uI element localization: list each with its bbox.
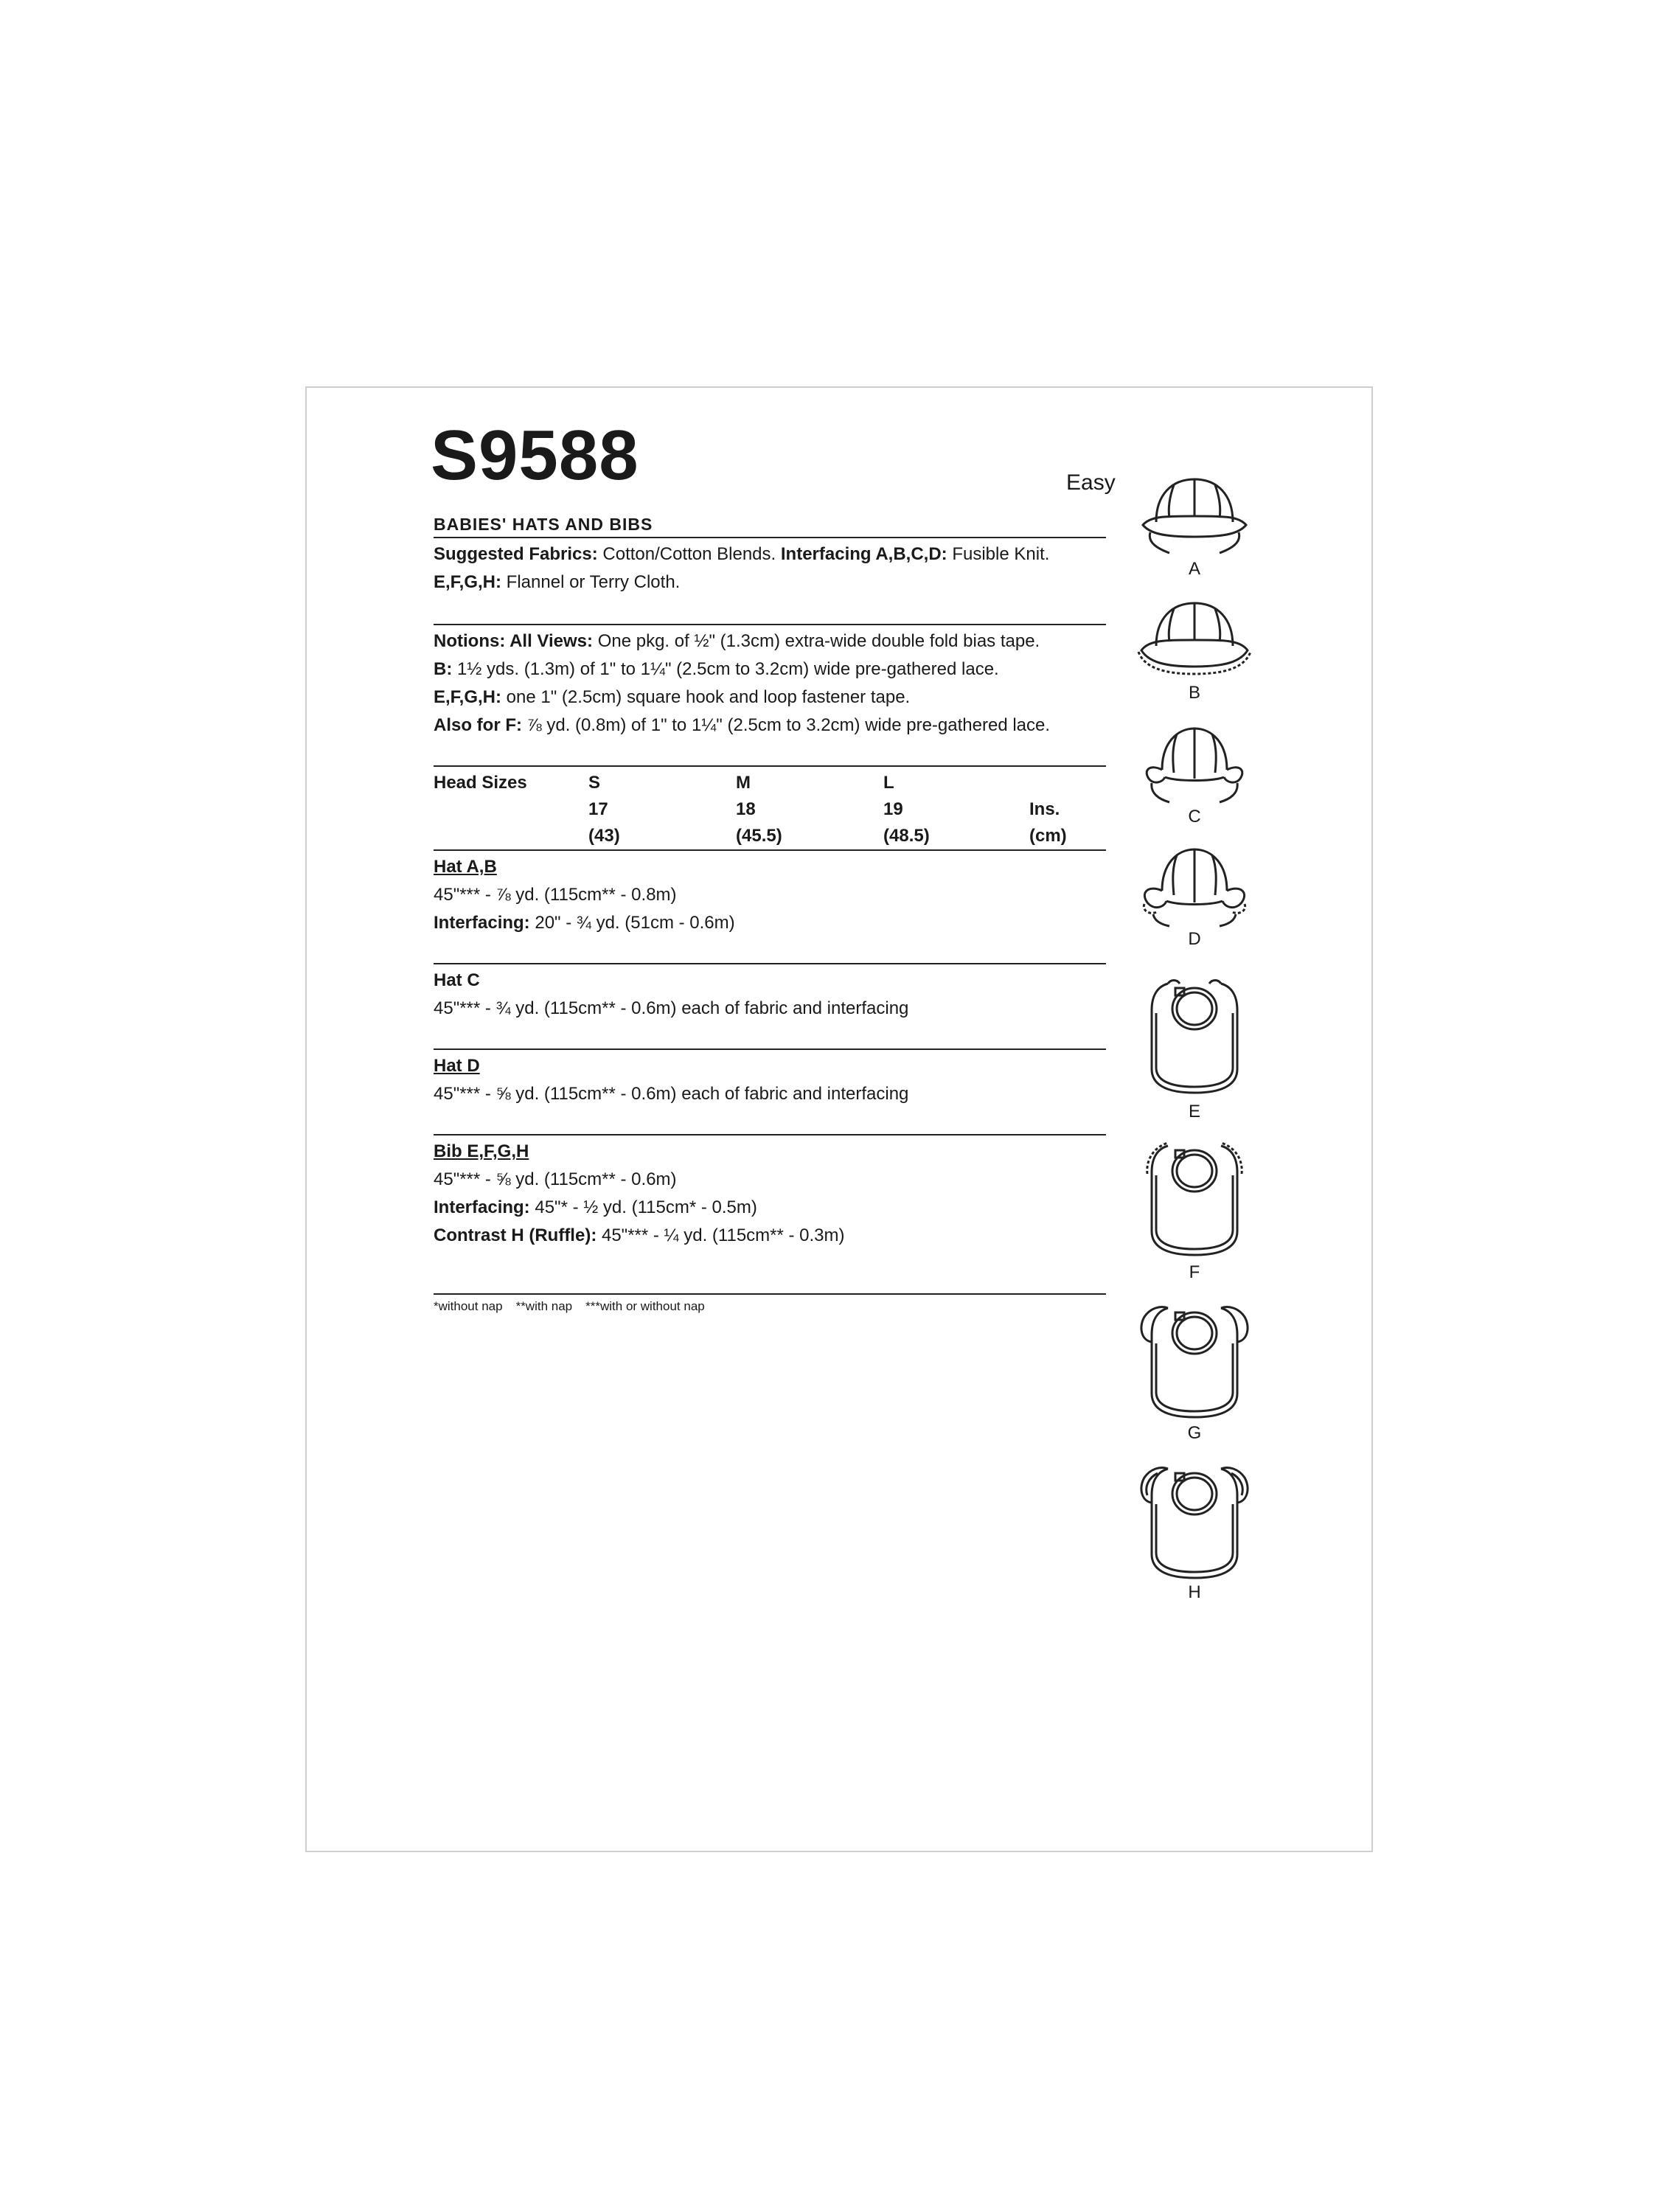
notions-line-3: E,F,G,H: one 1" (2.5cm) square hook and loop fastener tape. <box>434 687 911 707</box>
divider <box>434 1134 1106 1135</box>
size-cm: (43) <box>588 826 620 846</box>
size-inches: 18 <box>736 799 756 819</box>
head-sizes-header: Head Sizes <box>434 773 527 793</box>
size-inches: 17 <box>588 799 608 819</box>
units-inches: Ins. <box>1029 799 1060 819</box>
size-label: L <box>883 773 894 793</box>
pattern-number: S9588 <box>431 416 639 495</box>
view-d <box>1135 844 1253 932</box>
view-c <box>1135 721 1253 810</box>
divider <box>434 849 1106 851</box>
contrast-ruffle-bib-icon <box>1135 1458 1253 1584</box>
hat-d-heading: Hat D <box>434 1056 480 1076</box>
divider <box>434 1048 1106 1050</box>
size-cm: (45.5) <box>736 826 782 846</box>
ruffle-bib-icon <box>1135 1298 1253 1423</box>
view-label: B <box>1188 683 1200 703</box>
notions-line-4: Also for F: ⅞ yd. (0.8m) of 1" to 1¼" (2.5cm to 3.2cm) wide pre-gathered lace. <box>434 715 1051 735</box>
size-cm: (48.5) <box>883 826 930 846</box>
view-label: F <box>1189 1262 1200 1282</box>
view-label: G <box>1187 1423 1202 1443</box>
view-label: C <box>1188 807 1201 827</box>
fabrics-line-1: Suggested Fabrics: Cotton/Cotton Blends. Interfacing A,B,C,D: Fusible Knit. <box>434 544 1050 564</box>
view-label: D <box>1188 929 1201 949</box>
interfacing-label: Interfacing A,B,C,D: <box>780 544 947 564</box>
hat-c-heading: Hat C <box>434 970 480 990</box>
divider <box>434 537 1106 538</box>
divider <box>434 624 1106 625</box>
size-label: S <box>588 773 601 793</box>
fabrics-label: Suggested Fabrics: <box>434 544 598 564</box>
notions-line-1: Notions: All Views: One pkg. of ½" (1.3cm) extra-wide double fold bias tape. <box>434 631 1040 651</box>
hat-c-yardage: 45"*** - ¾ yd. (115cm** - 0.6m) each of fabric and interfacing <box>434 998 909 1018</box>
bib-interfacing: Interfacing: 45"* - ½ yd. (115cm* - 0.5m) <box>434 1197 757 1217</box>
divider <box>434 963 1106 964</box>
hat-d-icon <box>1135 844 1253 932</box>
view-h <box>1135 1458 1253 1584</box>
divider <box>434 1293 1106 1295</box>
view-label: E <box>1188 1102 1200 1121</box>
size-label: M <box>736 773 751 793</box>
difficulty-label: Easy <box>1066 470 1116 495</box>
view-g <box>1135 1298 1253 1423</box>
hat-c-icon <box>1135 721 1253 810</box>
view-label: H <box>1188 1582 1201 1602</box>
hat-d-yardage: 45"*** - ⅝ yd. (115cm** - 0.6m) each of fabric and interfacing <box>434 1084 909 1104</box>
bib-heading: Bib E,F,G,H <box>434 1141 529 1161</box>
view-f <box>1135 1135 1253 1261</box>
pattern-title: BABIES' HATS AND BIBS <box>434 515 653 534</box>
hat-ab-yardage: 45"*** - ⅞ yd. (115cm** - 0.8m) <box>434 885 677 905</box>
hat-ab-interfacing: Interfacing: 20" - ¾ yd. (51cm - 0.6m) <box>434 913 735 933</box>
view-b <box>1135 597 1253 686</box>
size-inches: 19 <box>883 799 903 819</box>
view-label: A <box>1188 559 1200 579</box>
bib-icon <box>1135 973 1253 1099</box>
fabrics-line-2: E,F,G,H: Flannel or Terry Cloth. <box>434 572 681 592</box>
bib-yardage: 45"*** - ⅝ yd. (115cm** - 0.6m) <box>434 1169 677 1189</box>
bib-contrast: Contrast H (Ruffle): 45"*** - ¼ yd. (115cm** - 0.3m) <box>434 1225 845 1245</box>
notions-line-2: B: 1½ yds. (1.3m) of 1" to 1¼" (2.5cm to 3.2cm) wide pre-gathered lace. <box>434 659 999 679</box>
lace-hat-icon <box>1135 597 1253 686</box>
view-e <box>1135 973 1253 1099</box>
units-cm: (cm) <box>1029 826 1067 846</box>
hat-ab-heading: Hat A,B <box>434 857 497 877</box>
divider <box>434 765 1106 767</box>
bucket-hat-icon <box>1135 472 1253 560</box>
footnotes: *without nap **with nap ***with or without nap <box>434 1299 705 1313</box>
lace-bib-icon <box>1135 1135 1253 1261</box>
view-a <box>1135 472 1253 560</box>
